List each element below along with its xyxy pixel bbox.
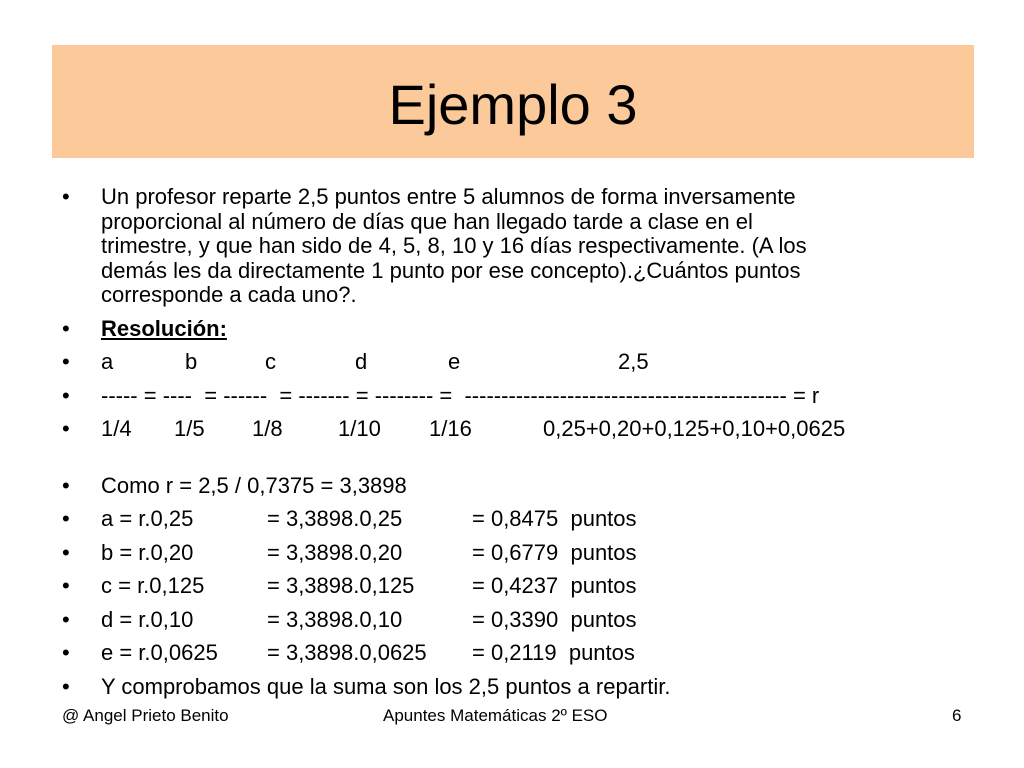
page-number: 6 — [952, 706, 962, 725]
problem-line: trimestre, y que han sido de 4, 5, 8, 10 y 16 días respectivamente. (A los — [101, 233, 807, 258]
result-value: = 0,8475 puntos — [472, 506, 637, 531]
r-computation — [62, 474, 962, 499]
denominator: 1/10 — [338, 416, 381, 441]
result-row — [62, 641, 962, 666]
bullet: • — [62, 573, 70, 598]
numerator: d — [355, 349, 368, 374]
fraction-bars: ----- = ---- = ------ = ------- = -------- = -------------------------------------------- = r — [101, 382, 820, 408]
result-row — [62, 507, 962, 532]
numerator: a — [101, 349, 114, 374]
numerator: e — [448, 349, 461, 374]
conclusion-text: Y comprobamos que la suma son los 2,5 puntos a repartir. — [101, 673, 671, 699]
bullet: • — [62, 472, 70, 498]
numerators-row — [62, 350, 962, 375]
resolution-heading — [62, 317, 962, 342]
numerator: b — [185, 349, 198, 374]
bullet: • — [62, 184, 70, 209]
fraction-bars-row — [62, 384, 962, 409]
problem-line: demás les da directamente 1 punto por ese concepto).¿Cuántos puntos — [101, 257, 801, 283]
denominator: 1/16 — [429, 416, 472, 441]
bullet: • — [62, 416, 70, 441]
result-value: = 0,6779 puntos — [472, 539, 637, 565]
problem-line: proporcional al número de días que han llegado tarde a clase en el — [101, 208, 753, 234]
result-row — [62, 608, 962, 633]
bullet: • — [62, 382, 70, 408]
denominator: 1/8 — [252, 416, 283, 441]
title-bar — [52, 45, 974, 158]
bullet: • — [62, 349, 70, 374]
bullet: • — [62, 606, 70, 632]
slide-title: Ejemplo 3 — [388, 72, 638, 136]
problem-line: corresponde a cada uno?. — [101, 282, 357, 307]
result-formula: c = r.0,125 — [101, 573, 205, 598]
bullet: • — [62, 539, 70, 565]
result-value: = 0,3390 puntos — [472, 606, 637, 632]
footer-author: @ Angel Prieto Benito — [62, 706, 229, 725]
denominators-row — [62, 417, 962, 442]
r-line: Como r = 2,5 / 0,7375 = 3,3898 — [101, 472, 407, 498]
result-value: = 0,4237 puntos — [472, 573, 637, 598]
result-value: = 0,2119 puntos — [472, 640, 635, 665]
result-formula: d = r.0,10 — [101, 606, 194, 632]
result-row — [62, 541, 962, 566]
result-substitution: = 3,3898.0,0625 — [267, 640, 427, 665]
result-substitution: = 3,3898.0,10 — [267, 606, 403, 632]
result-formula: e = r.0,0625 — [101, 640, 218, 665]
result-row — [62, 574, 962, 599]
result-substitution: = 3,3898.0,125 — [267, 573, 415, 598]
numerator: c — [265, 349, 276, 374]
bullet: • — [62, 673, 70, 699]
conclusion — [62, 675, 962, 700]
result-formula: b = r.0,20 — [101, 539, 194, 565]
bullet: • — [62, 506, 70, 531]
result-formula: a = r.0,25 — [101, 506, 194, 531]
result-substitution: = 3,3898.0,25 — [267, 506, 403, 531]
denominator: 1/4 — [101, 416, 132, 441]
numerator: 2,5 — [618, 349, 649, 374]
result-substitution: = 3,3898.0,20 — [267, 539, 403, 565]
denominator-sum: 0,25+0,20+0,125+0,10+0,0625 — [543, 416, 846, 441]
resolution-label: Resolución: — [101, 315, 227, 341]
bullet: • — [62, 315, 70, 341]
footer-course: Apuntes Matemáticas 2º ESO — [383, 706, 608, 725]
denominator: 1/5 — [174, 416, 205, 441]
problem-line: Un profesor reparte 2,5 puntos entre 5 alumnos de forma inversamente — [101, 184, 796, 209]
problem-statement — [62, 185, 962, 308]
slide-content — [62, 185, 962, 699]
bullet: • — [62, 640, 70, 665]
